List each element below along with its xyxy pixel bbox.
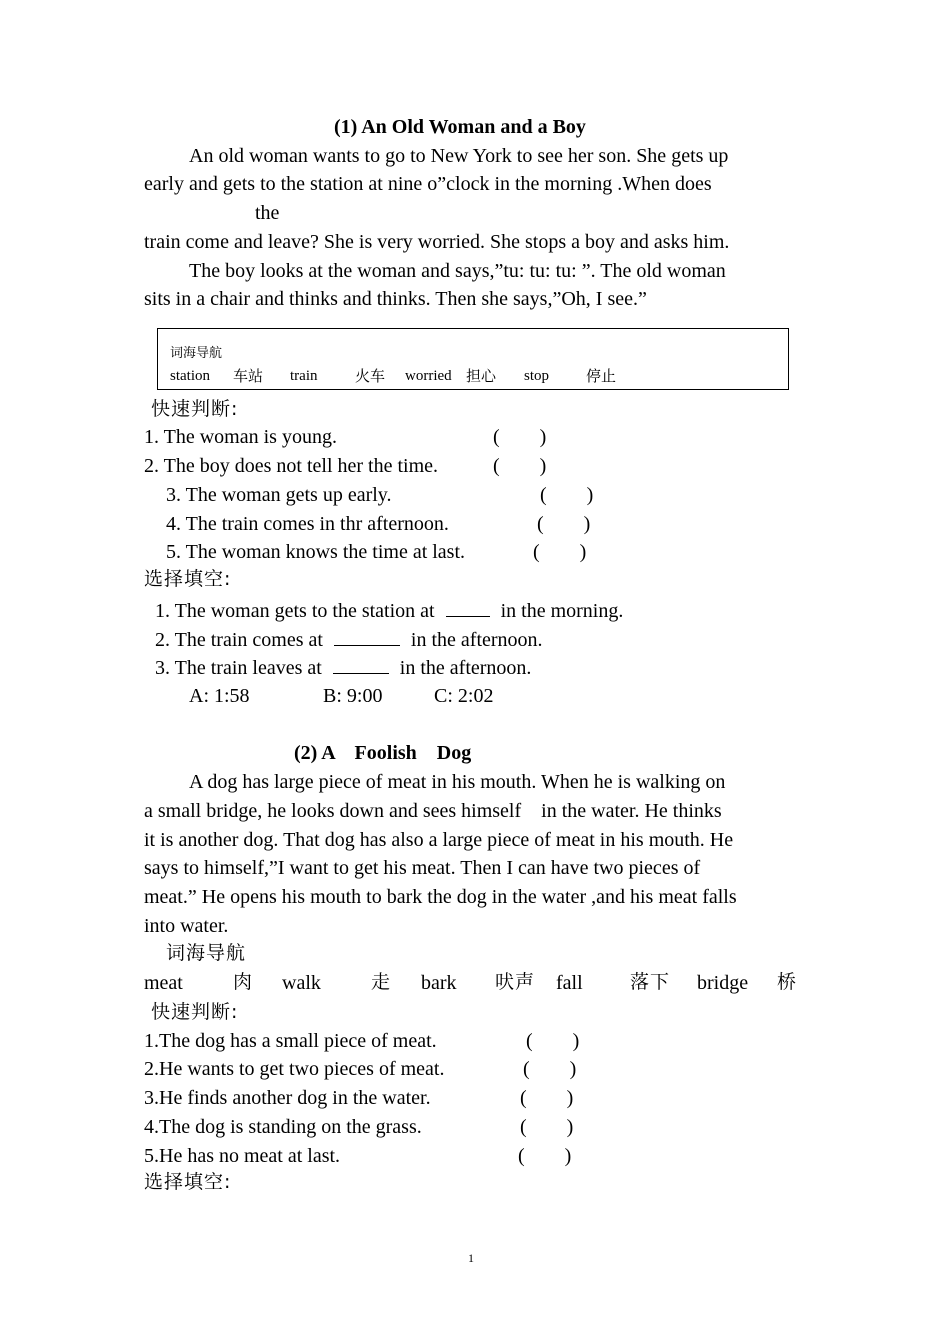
vocab-meaning: 停止 [586, 367, 617, 385]
answer-paren[interactable]: ( ) [520, 1116, 574, 1138]
story2-line: meat.” He opens his mouth to bark the dog in the water ,and his meat falls [144, 886, 737, 908]
fill-after: in the afternoon. [399, 657, 532, 679]
fill-item [155, 598, 623, 623]
vocab-word: worried [405, 368, 452, 384]
vocab-word: stop [524, 368, 550, 384]
story1-line: The boy looks at the woman and says,”tu: tu: tu: ”. The old woman [189, 260, 726, 282]
vocab-word: train [290, 368, 318, 384]
choice-title: 选择填空: [144, 1171, 232, 1193]
vocab-meaning: 落下 [630, 971, 671, 993]
fill-before: 3. The train leaves at [155, 657, 322, 679]
judge-item: 1. The woman is young. [144, 426, 337, 448]
option: C: 2:02 [434, 685, 494, 707]
vocab-word: bark [421, 972, 457, 994]
vocab-word: walk [282, 972, 321, 994]
judge-item: 3.He finds another dog in the water. [144, 1087, 431, 1109]
fill-blank[interactable] [446, 598, 490, 617]
vocab-title: 词海导航 [170, 346, 223, 361]
judge-item: 4.The dog is standing on the grass. [144, 1116, 422, 1138]
page-number: 1 [468, 1251, 474, 1265]
judge-item: 4. The train comes in thr afternoon. [166, 513, 449, 535]
story1-title: (1) An Old Woman and a Boy [334, 116, 586, 138]
answer-paren[interactable]: ( ) [533, 541, 587, 563]
vocab-word: station [170, 368, 210, 384]
answer-paren[interactable]: ( ) [526, 1030, 580, 1052]
answer-paren[interactable]: ( ) [537, 513, 591, 535]
vocab-meaning: 走 [371, 971, 392, 993]
judge-item: 5.He has no meat at last. [144, 1145, 341, 1167]
story1-line: the [255, 202, 280, 224]
answer-paren[interactable]: ( ) [518, 1145, 572, 1167]
story1-line: sits in a chair and thinks and thinks. Then she says,”Oh, I see.” [144, 288, 647, 310]
vocab-word: bridge [697, 972, 749, 994]
judge-item: 1.The dog has a small piece of meat. [144, 1030, 437, 1052]
vocab-meaning: 担心 [466, 367, 497, 385]
vocab-meaning: 车站 [233, 367, 264, 385]
story2-line: it is another dog. That dog has also a large piece of meat in his mouth. He [144, 829, 734, 851]
vocab-meaning: 桥 [777, 971, 798, 993]
vocab-meaning: 火车 [355, 367, 386, 385]
option: A: 1:58 [189, 685, 250, 707]
answer-paren[interactable]: ( ) [520, 1087, 574, 1109]
option: B: 9:00 [323, 685, 383, 707]
answer-paren[interactable]: ( ) [493, 455, 547, 477]
story1-line: early and gets to the station at nine o”clock in the morning .When does [144, 173, 712, 195]
judge-item: 3. The woman gets up early. [166, 484, 392, 506]
vocab-word: fall [556, 972, 583, 994]
vocab-word: meat [144, 972, 183, 994]
fill-item [155, 627, 543, 652]
answer-paren[interactable]: ( ) [493, 426, 547, 448]
judge-title: 快速判断: [151, 1001, 239, 1023]
story2-line: says to himself,”I want to get his meat. Then I can have two pieces of [144, 857, 701, 879]
fill-blank[interactable] [333, 655, 389, 674]
choice-title: 选择填空: [144, 568, 232, 590]
story2-title: (2) A Foolish Dog [294, 742, 472, 764]
story2-line: into water. [144, 915, 229, 937]
story1-line: train come and leave? She is very worried. She stops a boy and asks him. [144, 231, 730, 253]
vocab-title: 词海导航 [166, 942, 247, 964]
fill-after: in the morning. [500, 600, 624, 622]
fill-blank[interactable] [334, 627, 400, 646]
answer-paren[interactable]: ( ) [540, 484, 594, 506]
judge-item: 2. The boy does not tell her the time. [144, 455, 439, 477]
vocab-meaning: 吠声 [495, 971, 536, 993]
story1-line: An old woman wants to go to New York to see her son. She gets up [189, 145, 729, 167]
fill-before: 1. The woman gets to the station at [155, 600, 435, 622]
judge-item: 5. The woman knows the time at last. [166, 541, 466, 563]
story2-line: a small bridge, he looks down and sees himself in the water. He thinks [144, 800, 722, 822]
fill-item [155, 655, 531, 680]
vocab-meaning: 肉 [233, 971, 254, 993]
judge-title: 快速判断: [151, 398, 239, 420]
story2-line: A dog has large piece of meat in his mouth. When he is walking on [189, 771, 726, 793]
fill-after: in the afternoon. [410, 629, 543, 651]
fill-before: 2. The train comes at [155, 629, 323, 651]
judge-item: 2.He wants to get two pieces of meat. [144, 1058, 445, 1080]
answer-paren[interactable]: ( ) [523, 1058, 577, 1080]
